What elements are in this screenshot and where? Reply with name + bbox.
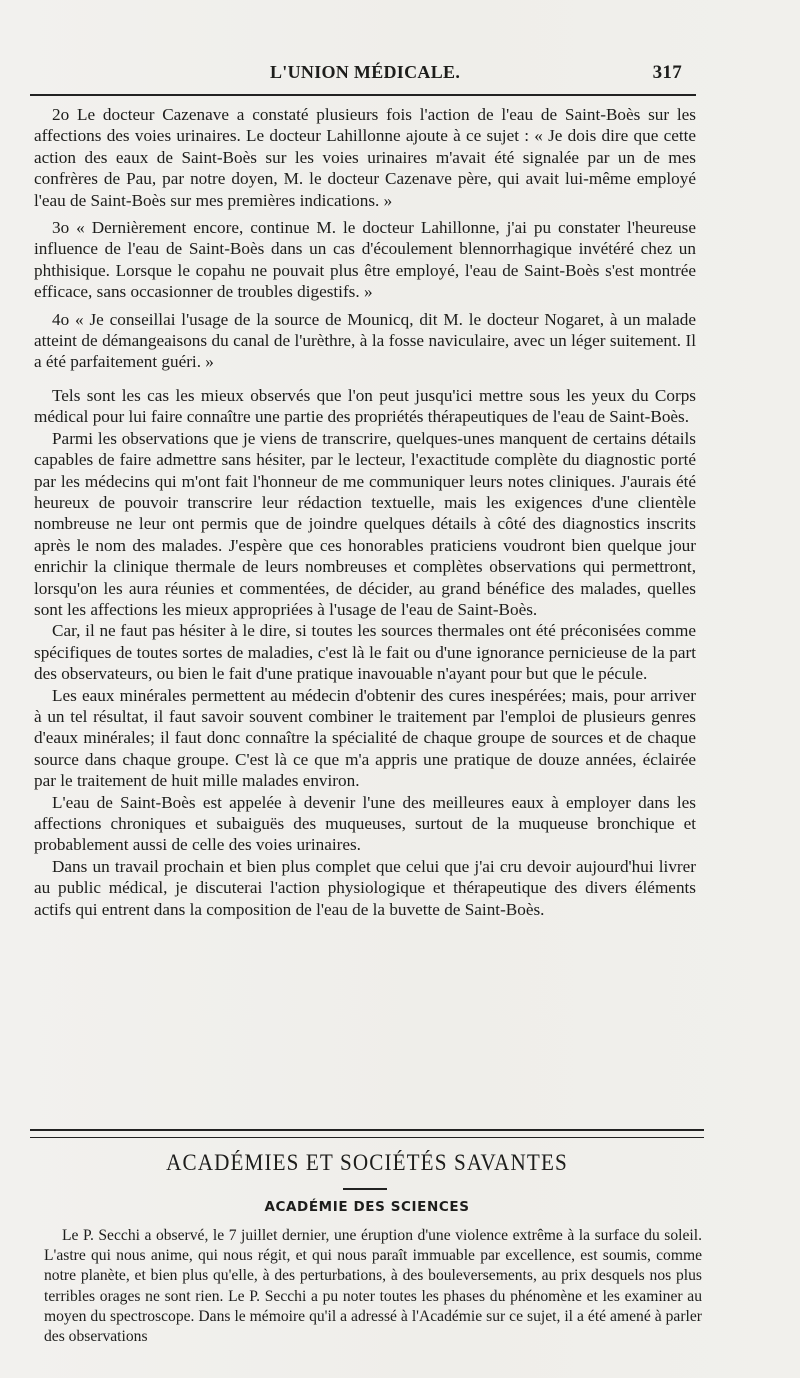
header-rule (30, 94, 696, 96)
section-heading: ACADÉMIES ET SOCIÉTÉS SAVANTES (166, 1150, 568, 1175)
paragraph-secchi: Le P. Secchi a observé, le 7 juillet dernier, une éruption d'une violence extrême à la surface du soleil. L'astre qui nous anime, qui nous régit, et qui nous paraît immuable par excellence, est soumis, comme notre planète, et bien plus qu'elle, à des perturbations, à des bouleversements, au prix desquels nos plus terribles orages ne sont rien. Le P. Secchi a pu noter toutes les phases du phénomène et les examiner au moyen du spectroscope. Dans le mémoire qu'il a adressé à l'Académie sur ce sujet, il a été amené à parler des observations (44, 1227, 702, 1346)
article-body (34, 104, 696, 920)
paragraph-case-2: 2o Le docteur Cazenave a constaté plusieurs fois l'action de l'eau de Saint-Boès sur les affections des voies urinaires. Le docteur Lahillonne ajoute à ce sujet : « Je dois dire que cette action des eaux de Saint-Boès sur les voies urinaires m'avait été signalée par un de mes confrères de Pau, par notre doyen, M. le docteur Cazenave père, qui avait lui-même employé l'eau de Saint-Boès sur mes premières indications. » (34, 105, 696, 210)
running-header (30, 62, 682, 88)
page-number: 317 (652, 62, 682, 83)
paragraph-mineral-waters: Les eaux minérales permettent au médecin d'obtenir des cures inespérées; mais, pour arriver à un tel résultat, il faut savoir souvent combiner le traitement par l'emploi de plusieurs genres d'eaux minérales; il faut donc connaître la spécialité de chaque groupe de sources et de chaque source dans chaque groupe. C'est là ce que m'a appris une pratique de douze années, éclairée par le traitement de huit mille malades environ. (34, 685, 696, 791)
paragraph-summary: Tels sont les cas les mieux observés que l'on peut jusqu'ici mettre sous les yeux du Corps médical pour lui faire connaître une partie des propriétés thérapeutiques de l'eau de Saint-Boès. (34, 385, 696, 427)
paragraph-case-3: 3o « Dernièrement encore, continue M. le docteur Lahillonne, j'ai pu constater l'heureuse influence de l'eau de Saint-Boès dans un cas d'écoulement blennorrhagique invétéré chez un phthisique. Lorsque le copahu ne pouvait plus être employé, l'eau de Saint-Boès s'est montrée efficace, sans occasionner de troubles digestifs. » (34, 218, 696, 302)
paragraph-case-4: 4o « Je conseillai l'usage de la source de Mounicq, dit M. le docteur Nogaret, à un malade atteint de démangeaisons du canal de l'urèthre, à la fosse naviculaire, avec un léger suitement. Il a été parfaitement guéri. » (34, 309, 696, 372)
paragraph-saint-boes: L'eau de Saint-Boès est appelée à devenir l'une des meilleures eaux à employer dans les affections chroniques et subaiguës des muqueuses, surtout de la muqueuse bronchique et probablement aussi de celle des voies urinaires. (34, 792, 696, 855)
journal-title: L'UNION MÉDICALE. (270, 62, 461, 82)
paragraph-caution: Car, il ne faut pas hésiter à le dire, si toutes les sources thermales ont été préconisées comme spécifiques de toutes sortes de maladies, c'est là le fait ou d'une ignorance pernicieuse de la part des observateurs, ou bien le fait d'une pratique inavouable n'ayant pour but que le pécule. (34, 621, 696, 684)
paragraph-observations: Parmi les observations que je viens de transcrire, quelques-unes manquent de certains détails capables de faire admettre sans hésiter, par le lecteur, l'exactitude complète du diagnostic porté par les médecins qui m'ont fait l'honneur de me communiquer leurs notes cliniques. J'aurais été heureux de pouvoir transcrire leur rédaction textuelle, mais les exigences d'une clientèle nombreuse ne leur ont permis que de joindre quelques détails à côté des diagnostics inscrits après le nom des malades. J'espère que ces honorables praticiens voudront bien quelque jour enrichir la clinique thermale de leurs nombreuses et complètes observations qui permettront, lorsqu'on les aura réunies et commentées, de décider, au grand bénéfice des malades, quelles sont les affections les mieux appropriées à l'usage de l'eau de Saint-Boès. (34, 428, 696, 619)
academy-report (44, 1226, 702, 1347)
paragraph-conclusion: Dans un travail prochain et bien plus complet que celui que j'ai cru devoir aujourd'hui livrer au public médical, je discuterai l'action physiologique et thérapeutique des divers éléments actifs qui entrent dans la composition de l'eau de la buvette de Saint-Boès. (34, 856, 696, 919)
section-divider (30, 1129, 704, 1138)
heading-rule (343, 1188, 387, 1190)
subsection-heading: ACADÉMIE DES SCIENCES (264, 1199, 470, 1215)
